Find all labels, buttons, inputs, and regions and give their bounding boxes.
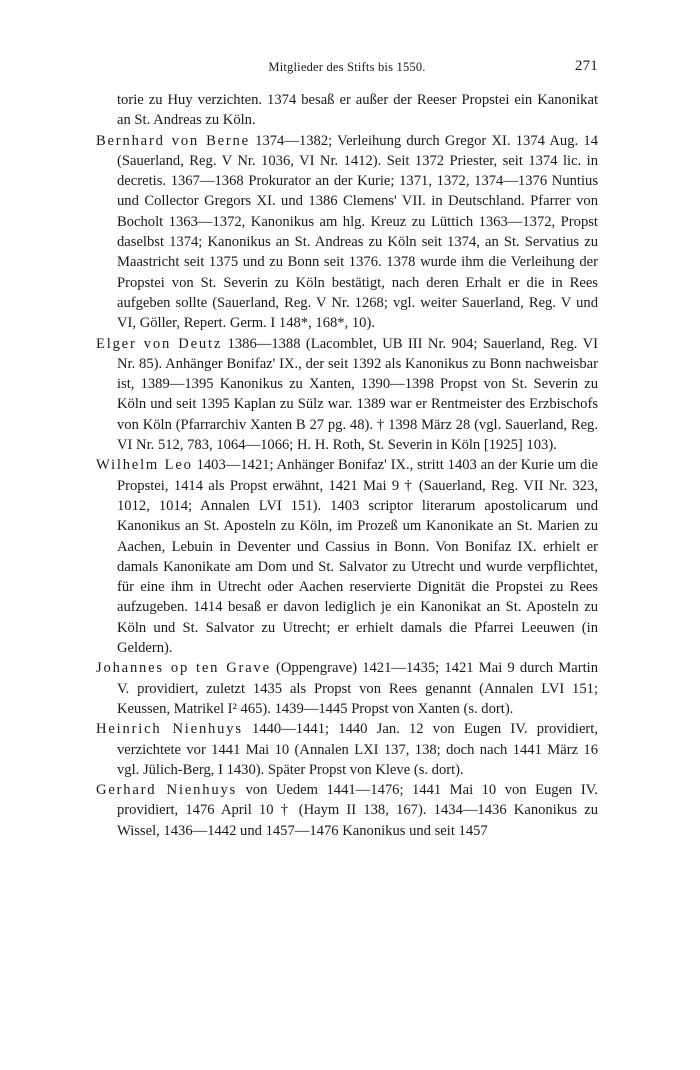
entry-name: Elger von Deutz	[96, 335, 223, 352]
entry-paragraph	[96, 455, 598, 658]
entry-text: (Oppengrave) 1421—1435; 1421 Mai 9 durch Martin V. providiert, zuletzt 1435 als Propst von Rees genannt (Annalen LVI 151; Keussen, Matrikel I² 465). 1439—1445 Propst von Xanten (s. dort).	[117, 660, 598, 717]
entry-list	[96, 90, 598, 841]
entry-paragraph	[96, 131, 598, 334]
entry-text: 1403—1421; Anhänger Bonifaz' IX., stritt 1403 an der Kurie um die Propstei, 1414 als Propst erwähnt, 1421 Mai 9 † (Sauerland, Reg. VII Nr. 323, 1012, 1014; Annalen LVI 151). 1403 scriptor literarum apostolicarum und Kanonikus an St. Aposteln zu Köln, im Prozeß um Kanonikate an St. Marien zu Aachen, Lebuin in Deventer und Cassius in Bonn. Von Bonifaz IX. erhielt er damals Kanonikate am Dom und St. Salvator zu Utrecht und wurde verpflichtet, für eine ihm in Utrecht oder Aachen reservierte Dignität die Propstei zu Rees aufzugeben. 1414 besaß er davon lediglich je ein Kanonikat an St. Aposteln zu Köln und St. Salvator zu Utrecht; er erhielt damals die Pfarrei Leeuwen (in Geldern).	[117, 457, 598, 657]
running-head	[96, 56, 598, 82]
entry-name: Johannes op ten Grave	[96, 660, 271, 677]
document-page	[96, 56, 598, 841]
entry-paragraph	[96, 658, 598, 719]
entry-name: Heinrich Nienhuys	[96, 721, 243, 738]
entry-text: 1374—1382; Verleihung durch Gregor XI. 1374 Aug. 14 (Sauerland, Reg. V Nr. 1036, VI Nr. 1412). Seit 1372 Priester, seit 1374 lic. in decretis. 1367—1368 Prokurator an der Kurie; 1371, 1372, 1374—1376 Nuntius und Collector Gregors XI. und 1386 Clemens' VII. in Deutschland. Pfarrer von Bocholt 1363—1372, Kanonikus am hlg. Kreuz zu Lüttich 1363—1372, Propst daselbst 1374; Kanonikus an St. Andreas zu Köln seit 1374, an St. Servatius zu Maastricht seit 1375 und zu Bonn seit 1376. 1378 wurde ihm die Verleihung der Propstei von St. Severin zu Köln bestätigt, nach deren Erhalt er die in Rees aufgeben sollte (Sauerland, Reg. V Nr. 1268; vgl. weiter Sauerland, Reg. V und VI, Göller, Repert. Germ. I 148*, 168*, 10).	[117, 132, 599, 332]
continuation-paragraph: torie zu Huy verzichten. 1374 besaß er außer der Reeser Propstei ein Kanonikat an St. Andreas zu Köln.	[117, 92, 598, 129]
entry-name: Wilhelm Leo	[96, 457, 193, 474]
page-number: 271	[574, 58, 598, 74]
entry-text: 1440—1441; 1440 Jan. 12 von Eugen IV. providiert, verzichtete vor 1441 Mai 10 (Annalen LXI 137, 138; doch nach 1441 März 16 vgl. Jülich-Berg, I 1430). Später Propst von Kleve (s. dort).	[117, 721, 598, 778]
running-title: Mitglieder des Stifts bis 1550.	[268, 60, 426, 74]
entry-text: 1386—1388 (Lacomblet, UB III Nr. 904; Sauerland, Reg. VI Nr. 85). Anhänger Bonifaz' IX., der seit 1392 als Kanonikus zu Bonn nachweisbar ist, 1389—1395 Kanonikus zu Xanten, 1390—1398 Propst von St. Severin zu Köln und seit 1395 Kaplan zu Sülz war. 1389 war er Rentmeister des Erzbischofs von Köln (Pfarrarchiv Xanten B 27 pg. 48). † 1398 März 28 (vgl. Sauerland, Reg. VI Nr. 512, 783, 1064—1066; H. H. Roth, St. Severin in Köln [1925] 103).	[117, 335, 598, 454]
entry-paragraph	[96, 334, 598, 456]
entry-text: von Uedem 1441—1476; 1441 Mai 10 von Eugen IV. providiert, 1476 April 10 † (Haym II 138, 167). 1434—1436 Kanonikus zu Wissel, 1436—1442 und 1457—1476 Kanonikus und seit 1457	[117, 782, 598, 839]
entry-paragraph	[96, 780, 598, 841]
entry-name: Gerhard Nienhuys	[96, 782, 238, 799]
entry-paragraph	[96, 719, 598, 780]
entry-name: Bernhard von Berne	[96, 132, 250, 149]
